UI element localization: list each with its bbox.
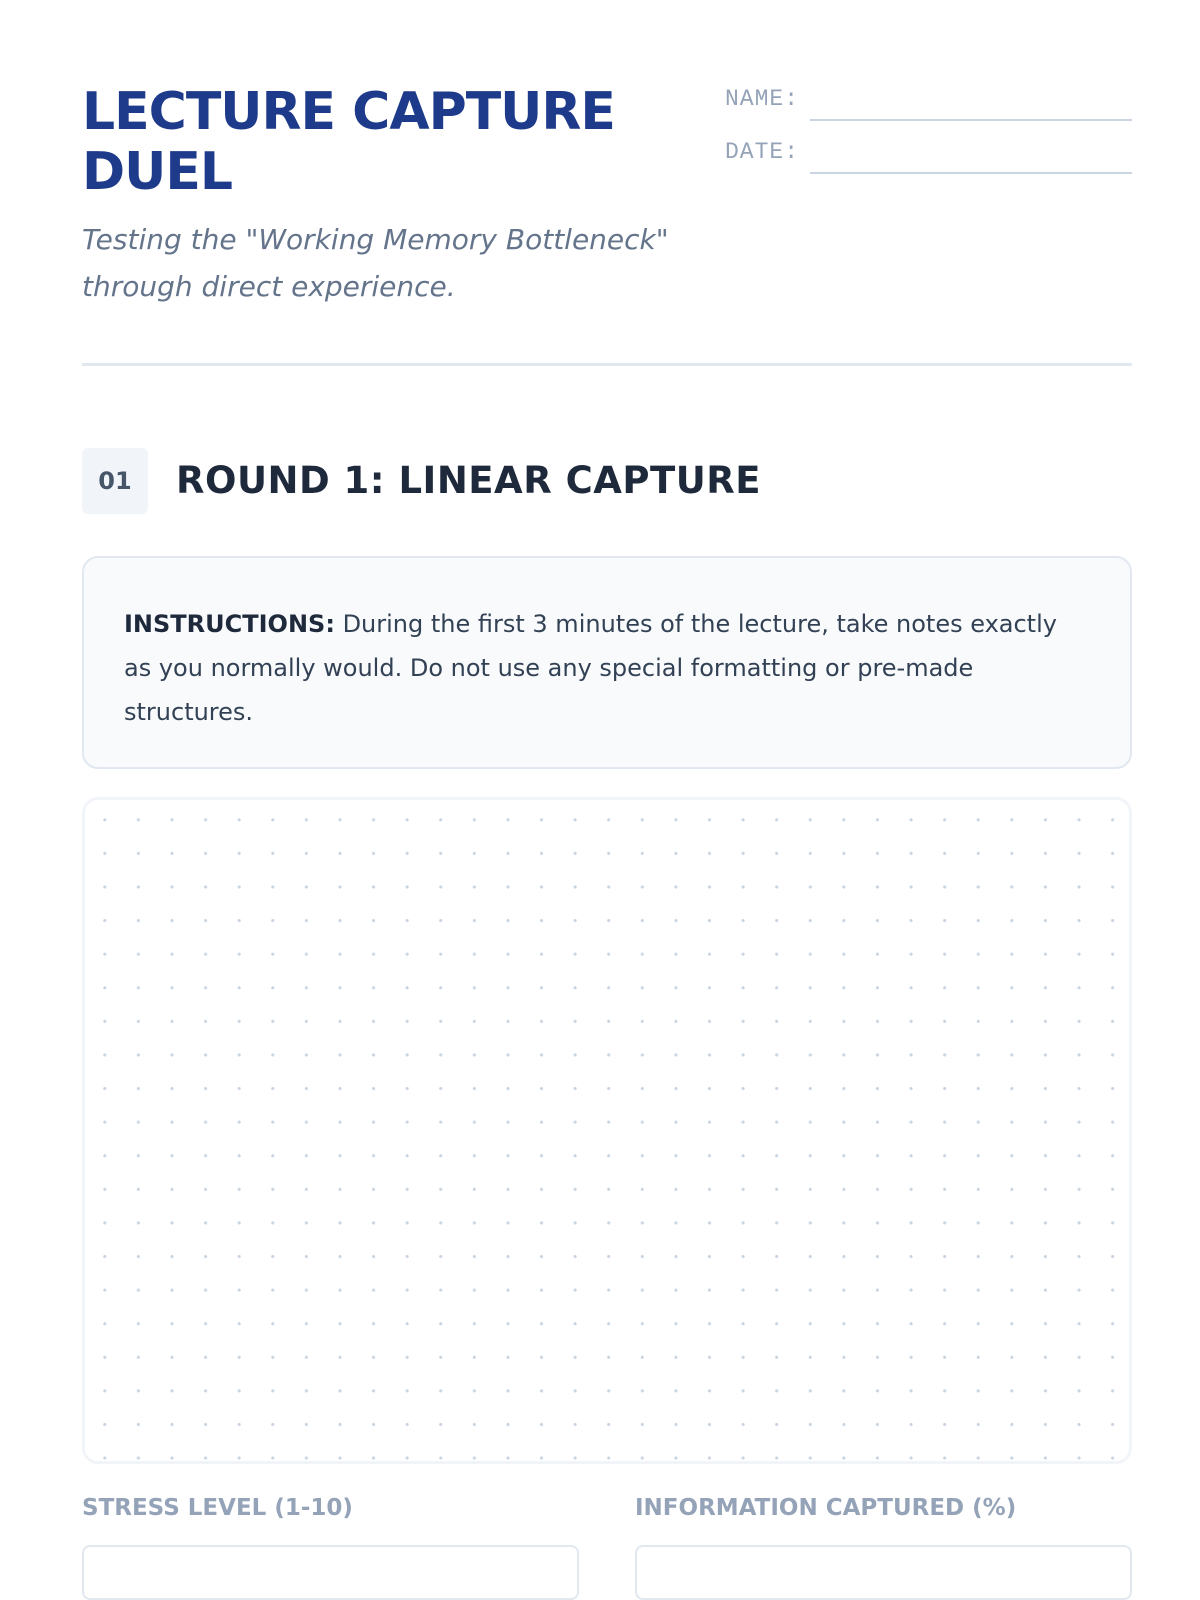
name-label: NAME: bbox=[725, 86, 800, 112]
instructions-label: INSTRUCTIONS: bbox=[124, 610, 335, 638]
stress-level-input[interactable] bbox=[82, 1545, 579, 1600]
instructions-box bbox=[82, 556, 1132, 769]
information-captured-group bbox=[635, 1492, 1132, 1600]
student-info bbox=[725, 80, 1132, 186]
date-row bbox=[725, 133, 1132, 186]
notes-area[interactable] bbox=[82, 797, 1132, 1464]
instructions-text: During the first 3 minutes of the lecture, take notes exactly as you normally would. Do not use any special formatting or pre-made structures. bbox=[124, 610, 1057, 726]
information-captured-input[interactable] bbox=[635, 1545, 1132, 1600]
worksheet-page bbox=[82, 0, 1132, 1600]
name-field[interactable] bbox=[810, 119, 1132, 121]
round-number-badge: 01 bbox=[82, 448, 148, 514]
name-row bbox=[725, 80, 1132, 133]
page-title: LECTURE CAPTURE DUEL bbox=[82, 82, 615, 202]
round-title: ROUND 1: LINEAR CAPTURE bbox=[176, 459, 762, 502]
stress-level-label: STRESS LEVEL (1-10) bbox=[82, 1495, 353, 1521]
date-label: DATE: bbox=[725, 139, 800, 165]
header-divider bbox=[82, 363, 1132, 366]
page-subtitle: Testing the "Working Memory Bottleneck" through direct experience. bbox=[82, 223, 669, 303]
stress-level-group bbox=[82, 1492, 579, 1600]
information-captured-label: INFORMATION CAPTURED (%) bbox=[635, 1495, 1017, 1521]
date-field[interactable] bbox=[810, 172, 1132, 174]
